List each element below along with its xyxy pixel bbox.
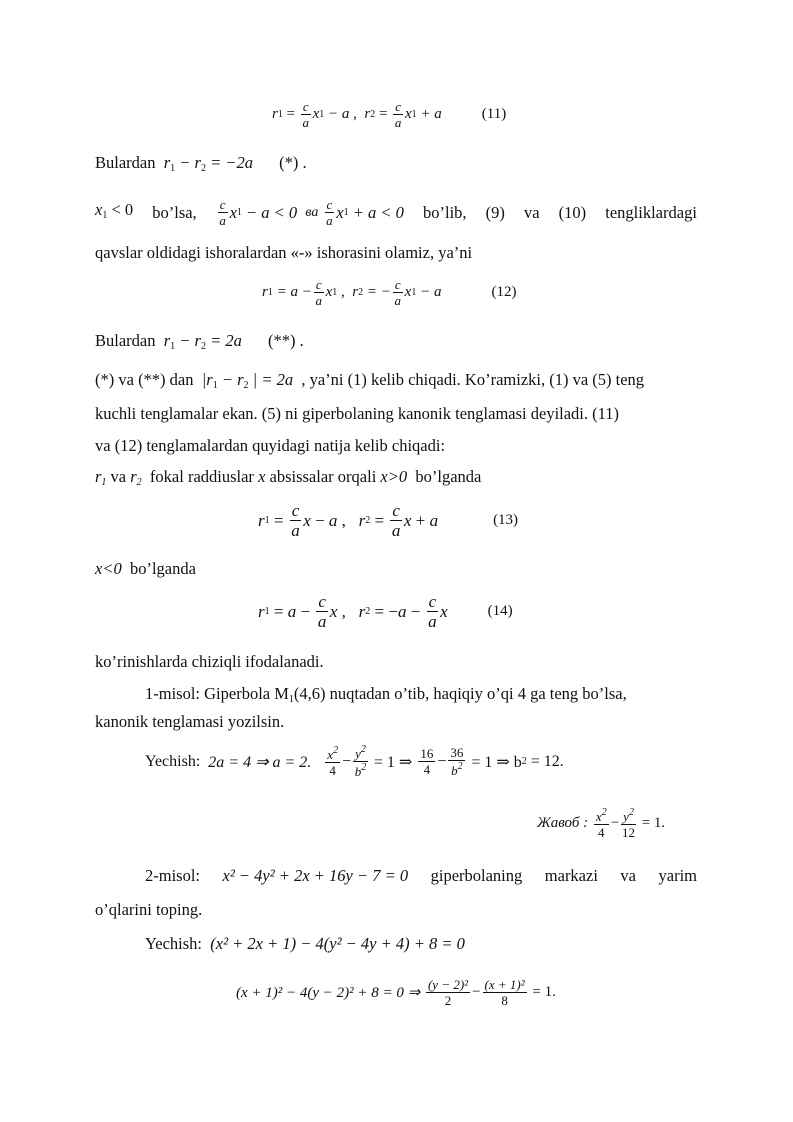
r1-symbol: r (163, 331, 171, 350)
text: absissalar orqali (269, 467, 377, 486)
word: bo’lsa, (152, 202, 197, 222)
ineq-rest: + a < 0 (352, 202, 404, 222)
fraction-x2-over-4: $\frac{x^2}{4}$ (595, 807, 607, 840)
r1-symbol: r (163, 153, 171, 172)
answer-label: Жавоб : (537, 815, 589, 831)
text: (*) va (**) dan (95, 370, 194, 389)
equation-tag: (*) . (279, 153, 307, 172)
x1-symbol: x (312, 106, 320, 122)
condition: x>0 (380, 467, 408, 486)
expr: = 1 ⇒ b (471, 753, 522, 771)
equation-tag: (14) (487, 603, 513, 619)
word: Bulardan (95, 153, 156, 172)
expr: = 1. (532, 984, 556, 1000)
fraction-c-over-a: $\frac{c}{a}$ (428, 592, 437, 631)
text-line-bulardan-1: Bulardan $r_1 - r_2 = -2a$ (*) . (95, 153, 307, 174)
equation-tag: (12) (491, 284, 517, 300)
word: va (524, 202, 540, 222)
fraction-c-over-a: $\frac{c}{a}$ (394, 99, 402, 130)
minus-r2: − r (179, 153, 201, 172)
word: markazi (544, 866, 598, 885)
eq11-part1-end: − a , (328, 106, 357, 122)
x-symbol: x (258, 467, 266, 486)
word: (9) (485, 202, 505, 222)
eq11-part2-end: + a (420, 106, 442, 122)
equation: (x + 1)² − 4(y − 2)² + 8 = 0 ⇒ (236, 985, 421, 1001)
text: bo’lganda (129, 559, 196, 578)
example-2-line-1 (145, 866, 697, 886)
expr: 2a = 4 ⇒ a = 2. (208, 753, 312, 771)
eq12-part: = − (366, 284, 391, 300)
example-2-line-2: o’qlarini toping. (95, 900, 203, 919)
equation-tag: (**) . (267, 331, 304, 350)
expr-end: = −2a (210, 153, 253, 172)
text-line-fokal: $r_1$ va $r_2$ fokal raddiuslar x absissalar orqali x>0 bo’lganda (95, 467, 482, 488)
text-line-xneg (95, 559, 196, 579)
fraction-c-over-a: $\frac{c}{a}$ (219, 197, 226, 228)
ineq-rest: − a < 0 (246, 202, 298, 222)
equation: x² − 4y² + 2x + 16y − 7 = 0 (222, 866, 409, 885)
word: giperbolaning (430, 866, 523, 885)
text: (4,6) nuqtadan o’tib, haqiqiy o’qi 4 ga teng bo’lsa, (293, 684, 627, 703)
r2-symbol: r (130, 467, 137, 486)
r2-symbol: r (364, 106, 371, 122)
answer-1: Жавоб : $\frac{x^2}{4}$ − $\frac{y^2}{12}$ = 1. (537, 807, 666, 840)
text-line-korin: ko’rinishlarda chiziqli ifodalanadi. (95, 652, 324, 671)
abs-mid: − r (221, 370, 244, 389)
va-word: ва (305, 204, 319, 220)
text: fokal raddiuslar (149, 467, 254, 486)
fraction-y2-over-12: $\frac{y^2}{12}$ (622, 807, 636, 840)
text-line-va-dan: (*) va (**) dan $|r_1 - r_2$ | = 2a , ya’ni (1) kelib chiqadi. Ko’ramizki, (1) va (5) teng (95, 370, 645, 391)
word: Bulardan (95, 331, 156, 350)
expr-end: = 2a (210, 331, 242, 350)
word: (10) (558, 202, 587, 222)
minus-r2: − r (179, 331, 201, 350)
x1-symbol: x (404, 106, 412, 122)
equation-tag: (13) (493, 512, 519, 528)
text: bo’lganda (415, 467, 482, 486)
equation-12: r 1 = a − $\frac{c}{a}$ x 1 , r 2 = − $\frac{c}{a}$ x 1 − a (12) (262, 277, 517, 308)
fraction-c-over-a: $\frac{c}{a}$ (291, 501, 300, 540)
word: tengliklardagi (605, 202, 697, 222)
solution-label: Yechish: (145, 934, 203, 953)
solution-2-line-2: (x + 1)² − 4(y − 2)² + 8 = 0 ⇒ $\frac{\text{(y − 2)²}}{2}$ − $\frac{\text{(x + 1)²}}{8}$ = 1. (236, 977, 556, 1008)
expr: = 12. (530, 752, 564, 770)
fraction-c-over-a: $\frac{c}{a}$ (394, 277, 402, 308)
text-line-x1-condition: $x_1 < 0$ bo’lsa, $\frac{c}{a}$ x 1 − a < 0 ва $\frac{c}{a}$ x 1 + a < 0 bo’lib, (9) va (10) tengliklardagi (95, 197, 697, 228)
fraction-c-over-a: $\frac{c}{a}$ (391, 501, 401, 540)
eq12-part: = a − (276, 284, 312, 300)
fraction-y-minus-2-over-2: $\frac{\text{(y − 2)²}}{2}$ (427, 977, 469, 1008)
fraction-x2-over-4: $\frac{x^2}{4}$ (327, 745, 339, 778)
r1-symbol: r (262, 284, 268, 300)
text-line-bulardan-2: Bulardan $r_1 - r_2 = 2a$ (**) . (95, 331, 304, 352)
fraction-c-over-a: $\frac{c}{a}$ (326, 197, 333, 228)
text-line-kuchli: kuchli tenglamalar ekan. (5) ni giperbolaning kanonik tenglamasi deyiladi. (11) (95, 404, 620, 423)
word: yarim (658, 866, 697, 885)
equation-14: r 1 = a − $\frac{c}{a}$ x , r 2 = − a − $\frac{c}{a}$ x (14) (258, 592, 513, 631)
text-line-va12: va (12) tenglamalardan quyidagi natija kelib chiqadi: (95, 436, 446, 455)
equation-13: r 1 = $\frac{c}{a}$ x − a , r 2 = $\frac{c}{a}$ x + a (13) (258, 501, 519, 540)
x1-symbol: x (336, 202, 344, 222)
fraction-x-plus-1-over-8: $\frac{\text{(x + 1)²}}{8}$ (484, 977, 525, 1008)
eq12-part: − a (420, 284, 442, 300)
x1-symbol: x (229, 202, 237, 222)
equation: (x² + 2x + 1) − 4(y² − 4y + 4) + 8 = 0 (210, 934, 465, 953)
solution-1: Yechish: 2a = 4 ⇒ a = 2. $\frac{x^2}{4}$ − $\frac{y^2}{b^2}$ = 1 ⇒ $\frac{16}{4}$ − $\frac{36}{b^2}$ = 1 ⇒ b 2 = 12. (145, 744, 564, 779)
example-1-line-1: 1-misol: Giperbola $M_1(4,6)$ nuqtadan o’tib, haqiqiy o’qi 4 ga teng bo’lsa, (145, 684, 627, 705)
solution-2-line-1 (145, 934, 465, 954)
abs-r1: |r (201, 370, 213, 389)
equation-tag: (11) (481, 106, 507, 122)
word: bo’lib, (423, 202, 467, 222)
text: 2-misol: (145, 866, 201, 885)
fraction-16-over-4: $\frac{16}{4}$ (420, 746, 434, 777)
fraction-36-over-b2: $\frac{36}{b^2}$ (450, 745, 464, 778)
cond-rest: < 0 (111, 199, 134, 219)
text-line-qavslar: qavslar oldidagi ishoralardan «-» ishorasini olamiz, ya’ni (95, 243, 473, 262)
fraction-c-over-a: $\frac{c}{a}$ (317, 592, 327, 631)
x1-symbol: x (325, 284, 333, 300)
x1-symbol: x (95, 199, 103, 219)
expr: = 1 ⇒ (373, 753, 413, 771)
condition: x<0 (95, 559, 122, 578)
fraction-y2-over-b2: $\frac{y^2}{b^2}$ (354, 744, 367, 779)
fraction-c-over-a: $\frac{c}{a}$ (315, 277, 322, 308)
text: 1-misol: Giperbola M (145, 684, 289, 703)
r1-symbol: r (95, 467, 102, 486)
example-1-line-2: kanonik tenglamasi yozilsin. (95, 712, 285, 731)
comma: , (341, 284, 345, 300)
abs-end: | = 2a (252, 370, 294, 389)
x1-symbol: x (404, 284, 412, 300)
r1-symbol: r (272, 106, 278, 122)
word: va (620, 866, 636, 885)
equation-11: r 1 = $\frac{c}{a}$ x 1 − a , r 2 = $\frac{c}{a}$ x 1 + a (11) (272, 99, 507, 130)
text: , ya’ni (1) kelib chiqadi. Ko’ramizki, (1) va (5) teng (301, 370, 645, 389)
word: va (110, 467, 127, 486)
r2-symbol: r (352, 284, 359, 300)
solution-label: Yechish: (145, 752, 201, 770)
expr: = 1. (641, 815, 666, 831)
fraction-c-over-a: $\frac{c}{a}$ (302, 99, 309, 130)
